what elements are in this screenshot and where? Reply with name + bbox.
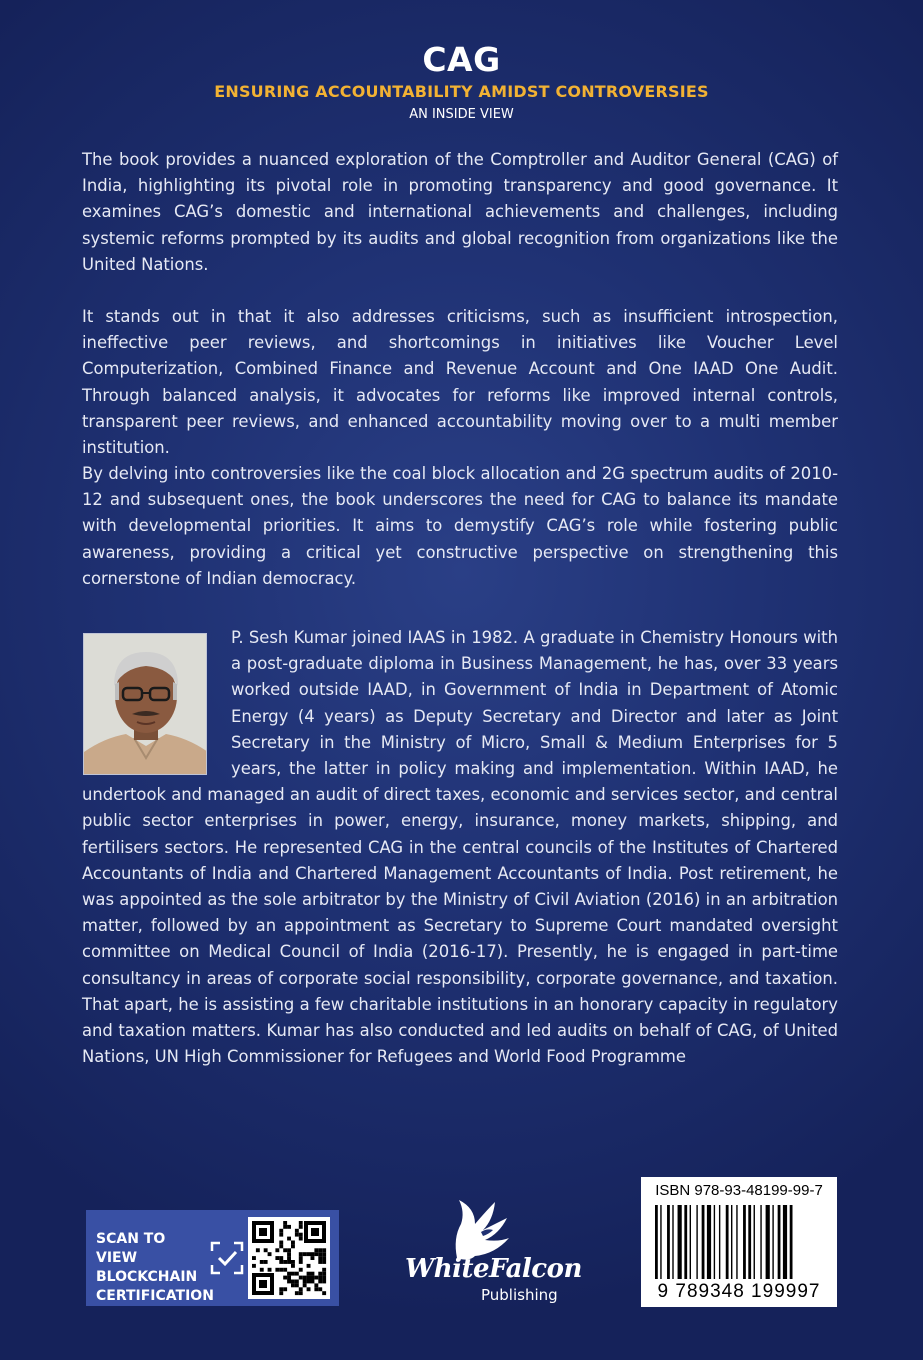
publisher-logo: [395, 1198, 585, 1308]
blockchain-scan-panel: [86, 1210, 339, 1306]
blurb-paragraph-3: By delving into controversies like the coal block allocation and 2G spectrum audits of 2010-12 and subsequent ones, the book underscores the need for CAG to balance its mandate with developmental priorities. It aims to demystify CAG’s role while fostering public awareness, providing a critical yet constructive perspective on strengthening this cornerstone of Indian democracy.: [82, 464, 838, 588]
scan-line-3: CERTIFICATION: [96, 1288, 214, 1304]
author-bio-text: P. Sesh Kumar joined IAAS in 1982. A graduate in Chemistry Honours with a post-graduate diploma in Business Management, he has, over 33 years worked outside IAAD, in Government of India in Department of Atomic Energy (4 years) as Deputy Secretary and Director and later as Joint Secretary in the Ministry of Micro, Small & Medium Enterprises for 5 years, the latter in policy making and implementation. Within IAAD, he undertook and managed an audit of direct taxes, economic and services sector, and central public sector enterprises in power, energy, insurance, money markets, shipping, and fertilisers sectors. He represented CAG in the central councils of the Institutes of Chartered Accountants of India and Chartered Management Accountants of India. Post retirement, he was appointed as the sole arbitrator by the Ministry of Civil Aviation (2016) in an arbitration matter, followed by an appointment as Secretary to Supreme Court mandated oversight committee on Medical Council of India (2016-17). Presently, he is engaged in part-time consultancy in areas of corporate social responsibility, corporate governance, and taxation. That apart, he is assisting a few charitable institutions in an honorary capacity in regulatory and taxation matters. Kumar has also conducted and led audits on behalf of CAG, of United Nations, UN High Commissioner for Refugees and World Food Programme: [82, 628, 838, 1067]
check-scan-icon: [210, 1241, 244, 1275]
scan-line-1: SCAN TO VIEW: [96, 1231, 166, 1266]
qr-code-icon[interactable]: [248, 1217, 330, 1299]
isbn-barcode: [641, 1177, 837, 1307]
author-bio: [82, 625, 838, 1070]
publisher-name: WhiteFalcon: [405, 1254, 582, 1284]
publisher-sub: Publishing: [481, 1286, 558, 1304]
ean-digits: 9 789348 199997: [657, 1281, 821, 1302]
barcode-icon: [653, 1205, 825, 1281]
book-subtitle: ENSURING ACCOUNTABILITY AMIDST CONTROVERSIES: [214, 82, 709, 101]
book-title: CAG: [422, 40, 501, 79]
blurb-paragraph-2: It stands out in that it also addresses criticisms, such as insufficient introspection, ineffective peer reviews, and shortcomings in initiatives like Voucher Level Computerization, Combined Finance and Revenue Account and One IAAD One Audit. Through balanced analysis, it advocates for reforms like improved internal controls, transparent peer reviews, and enhanced accountability moving over to a multi member institution.: [82, 307, 838, 458]
book-tagline: AN INSIDE VIEW: [409, 107, 514, 122]
blurb-paragraph-1: The book provides a nuanced exploration of the Comptroller and Auditor General (CAG) of India, highlighting its pivotal role in promoting transparency and good governance. It examines CAG’s domestic and international achievements and challenges, including systemic reforms prompted by its audits and global recognition from organizations like the United Nations.: [82, 150, 838, 274]
scan-line-2: BLOCKCHAIN: [96, 1269, 198, 1285]
isbn-label: ISBN 978-93-48199-99-7: [655, 1182, 823, 1199]
